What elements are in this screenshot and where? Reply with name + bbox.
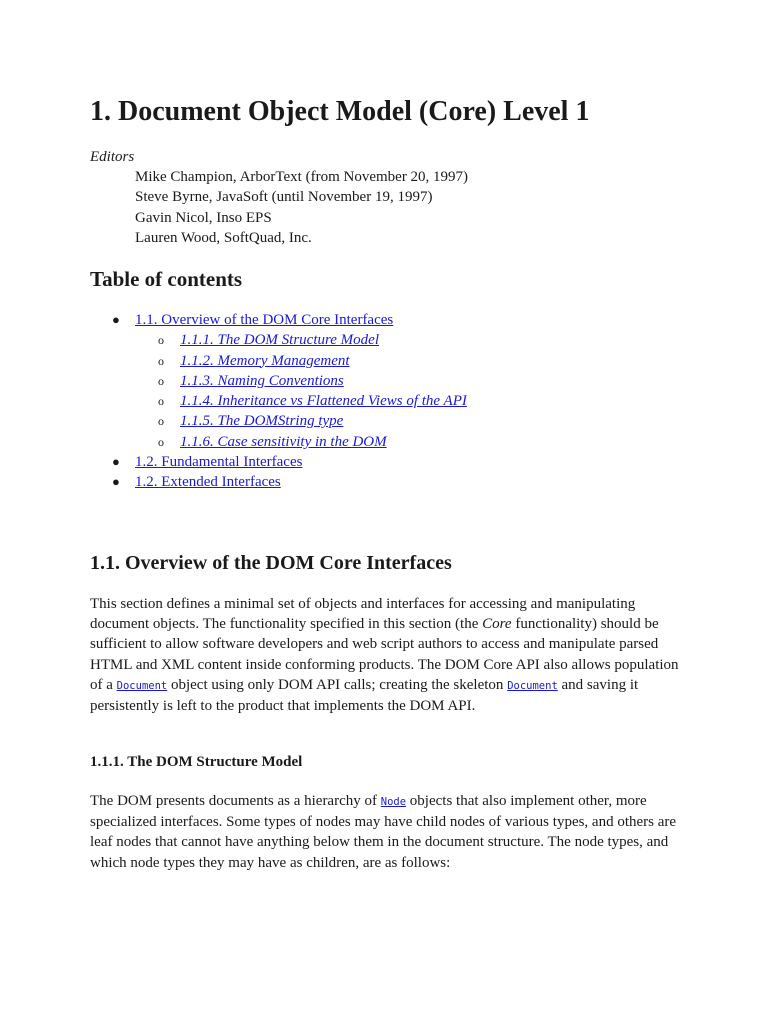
- editor-entry: Steve Byrne, JavaSoft (until November 19, 1997): [135, 189, 433, 206]
- toc-item: [90, 371, 467, 391]
- bullet-disc-icon: ●: [112, 474, 120, 490]
- toc-link-case-sensitivity[interactable]: 1.1.6. Case sensitivity in the DOM: [180, 433, 387, 450]
- toc-item: [90, 351, 467, 371]
- document-code: Document: [507, 679, 558, 692]
- paragraph-text: This section defines a minimal set of objects and interfaces for accessing and manipulating document objects. The functionality specified in this section (the: [90, 596, 636, 633]
- toc-link-domstring[interactable]: 1.1.5. The DOMString type: [180, 413, 344, 430]
- toc-item: [90, 411, 467, 431]
- bullet-circle-icon: o: [158, 394, 164, 409]
- toc-link-naming-conventions[interactable]: 1.1.3. Naming Conventions: [180, 372, 344, 389]
- overview-paragraph: [90, 594, 690, 716]
- bullet-circle-icon: o: [158, 353, 164, 368]
- document-code: Document: [116, 679, 168, 692]
- toc-item: [90, 330, 467, 350]
- bullet-disc-icon: ●: [112, 312, 120, 327]
- editors-list: [135, 167, 468, 249]
- paragraph-text: functionality) should be sufficient to allow software developers and web script authors to access and manipulate parsed HTML and XML content inside conforming products. The DOM Core API also allows population of a: [90, 616, 679, 693]
- toc-link-structure-model[interactable]: 1.1.1. The DOM Structure Model: [180, 332, 379, 349]
- toc-item: [90, 452, 467, 472]
- toc-item: [90, 391, 467, 411]
- toc-item: [90, 310, 467, 330]
- editor-entry: Mike Champion, ArborText (from November 20, 1997): [135, 169, 469, 185]
- toc-link-extended[interactable]: 1.2. Extended Interfaces: [135, 474, 281, 491]
- subsection-heading: 1.1.1. The DOM Structure Model: [90, 754, 303, 770]
- bullet-circle-icon: o: [158, 373, 164, 388]
- node-interface-link[interactable]: [381, 793, 406, 809]
- bullet-circle-icon: o: [158, 333, 164, 348]
- editor-entry: Gavin Nicol, Inso EPS: [135, 209, 272, 226]
- structure-paragraph: [90, 791, 690, 873]
- paragraph-text: The DOM presents documents as a hierarchy of: [90, 793, 381, 809]
- document-interface-link[interactable]: [117, 677, 168, 693]
- toc-link-memory-management[interactable]: 1.1.2. Memory Management: [180, 352, 350, 369]
- section-heading: 1.1. Overview of the DOM Core Interfaces: [90, 552, 452, 574]
- paragraph-text: object using only DOM API calls; creating the skeleton: [167, 676, 508, 693]
- toc-link-fundamental[interactable]: 1.2. Fundamental Interfaces: [135, 454, 303, 471]
- bullet-circle-icon: o: [158, 414, 164, 429]
- core-emphasis: Core: [482, 616, 512, 633]
- editor-entry: Lauren Wood, SoftQuad, Inc.: [135, 230, 312, 247]
- editors-label: Editors: [90, 149, 135, 165]
- bullet-disc-icon: ●: [112, 454, 120, 470]
- paragraph-text: and saving it persistently is left to the product that implements the DOM API.: [90, 676, 639, 715]
- document-interface-link[interactable]: [507, 677, 558, 693]
- bullet-circle-icon: o: [158, 434, 164, 449]
- table-of-contents: [90, 310, 467, 493]
- node-code: Node: [380, 796, 407, 808]
- page-title: 1. Document Object Model (Core) Level 1: [90, 96, 590, 127]
- toc-heading: Table of contents: [90, 267, 243, 291]
- toc-link-inheritance[interactable]: 1.1.4. Inheritance vs Flattened Views of the API: [180, 393, 467, 410]
- toc-item: [90, 472, 467, 492]
- toc-link-overview[interactable]: 1.1. Overview of the DOM Core Interfaces: [135, 312, 394, 328]
- paragraph-text: objects that also implement other, more specialized interfaces. Some types of nodes may have child nodes of various types, and others are leaf nodes that cannot have anything below them in the document structure. The node types, and which node types they may have as children, are as follows:: [90, 793, 677, 871]
- toc-item: [90, 432, 467, 452]
